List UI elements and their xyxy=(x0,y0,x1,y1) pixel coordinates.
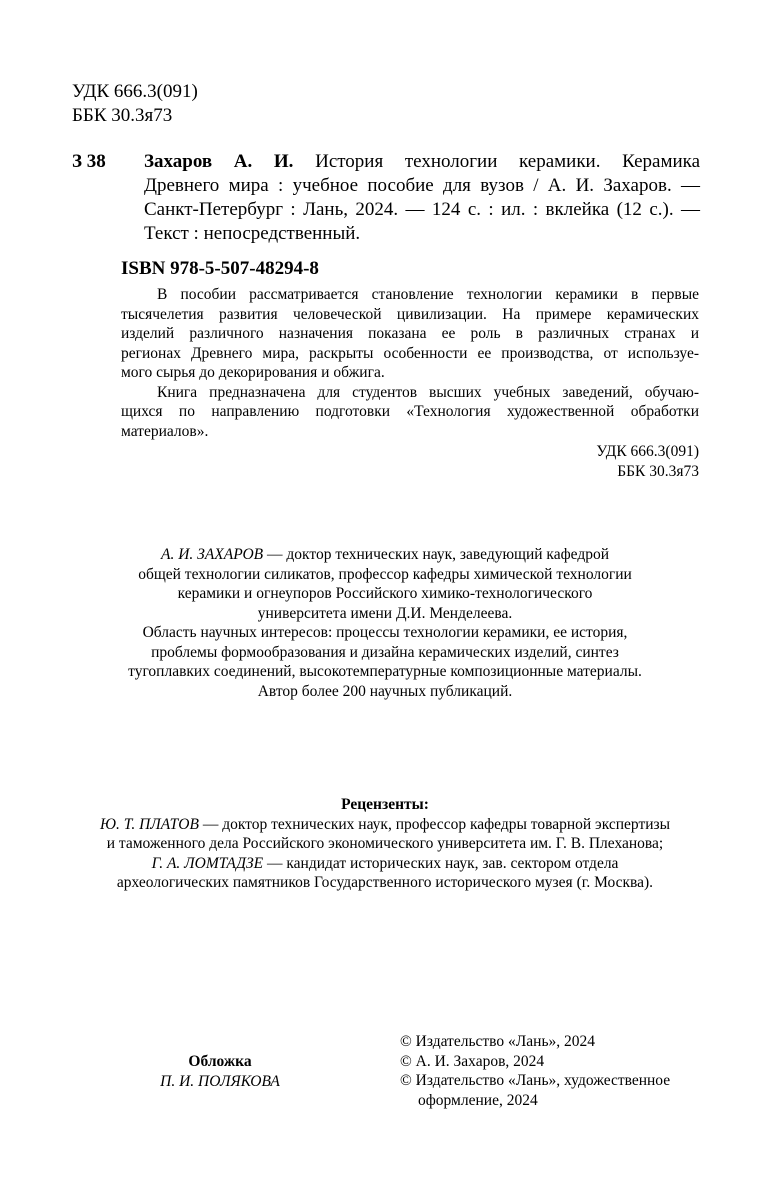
copyright-line: © Издательство «Лань», художественное xyxy=(400,1072,671,1089)
reviewer-1-desc: — доктор технических наук, профессор кафедры товарной экспертизы xyxy=(198,815,671,833)
abstract-p1-line: В пособии рассматривается становление технологии керамики в первые xyxy=(157,286,699,303)
abstract-p1-line: мого сырья до декорирования и обжига. xyxy=(121,364,385,381)
abstract-bbk: ББК 30.3я73 xyxy=(617,462,699,480)
reviewer-2-line-2: археологических памятников Государственного исторического музея (г. Москва). xyxy=(116,874,654,891)
top-classification xyxy=(72,80,198,128)
reviewers-heading: Рецензенты: xyxy=(341,796,429,813)
author-bio xyxy=(60,545,710,701)
cover-designer: П. И. ПОЛЯКОВА xyxy=(160,1072,280,1090)
abstract-p1-line: изделий различного назначения показана ее роль в различных странах и xyxy=(121,325,699,342)
entry-author: Захаров А. И. xyxy=(144,151,294,172)
bibliographic-line-2: Древнего мира : учебное пособие для вузов / А. И. Захаров. — xyxy=(144,175,700,196)
author-bio-line-1-rest: — доктор технических наук, заведующий кафедрой xyxy=(263,546,610,563)
abstract-classification xyxy=(500,442,699,481)
entry-title: История технологии керамики. Керамика xyxy=(315,151,701,172)
abstract-p2-line: щихся по направлению подготовки «Технология художественной обработки xyxy=(121,403,699,420)
abstract-p1-line: регионах Древнего мира, раскрыты особенности ее производства, от используе- xyxy=(121,344,699,362)
author-bio-line: проблемы формообразования и дизайна керамических изделий, синтез xyxy=(151,643,619,661)
author-bio-line: общей технологии силикатов, профессор кафедры химической технологии xyxy=(138,565,632,583)
bibliographic-line-1 xyxy=(144,150,700,174)
author-bio-line: керамики и огнеупоров Российского химико-технологического xyxy=(177,585,593,602)
author-bio-name: А. И. ЗАХАРОВ xyxy=(160,546,264,563)
author-sign: З 38 xyxy=(72,151,106,172)
reviewer-2-name: Г. А. ЛОМТАДЗЕ xyxy=(151,854,264,872)
reviewer-1-line-1 xyxy=(40,815,730,835)
author-bio-line: Автор более 200 научных публикаций. xyxy=(257,682,513,700)
bibliographic-line-3: Санкт-Петербург : Лань, 2024. — 124 с. : ил. : вклейка (12 с.). — xyxy=(144,199,700,220)
copyright-line: © А. И. Захаров, 2024 xyxy=(400,1052,545,1070)
udk-code: УДК 666.3(091) xyxy=(72,81,198,102)
author-bio-line: университета имени Д.И. Менделеева. xyxy=(257,604,513,622)
abstract-p2-line: Книга предназначена для студентов высших учебных заведений, обучаю- xyxy=(157,383,699,401)
author-bio-line-1 xyxy=(60,545,710,565)
copyright-line: © Издательство «Лань», 2024 xyxy=(400,1033,596,1050)
reviewer-1-name: Ю. Т. ПЛАТОВ xyxy=(99,815,199,833)
copyright-block xyxy=(400,1032,710,1110)
reviewers xyxy=(40,795,730,893)
isbn: ISBN 978-5-507-48294-8 xyxy=(121,258,319,279)
abstract xyxy=(121,285,699,441)
bbk-code: ББК 30.3я73 xyxy=(72,105,173,126)
author-bio-line: Область научных интересов: процессы технологии керамики, ее история, xyxy=(142,624,628,641)
reviewer-2-desc: — кандидат исторических наук, зав. сектором отдела xyxy=(263,854,619,872)
bibliographic-line-4: Текст : непосредственный. xyxy=(144,223,361,244)
reviewer-2-line-1 xyxy=(40,854,730,874)
abstract-udk: УДК 666.3(091) xyxy=(596,443,699,460)
cover-credit xyxy=(120,1052,320,1091)
bibliographic-continued xyxy=(144,174,700,246)
author-bio-line: тугоплавких соединений, высокотемпературные композиционные материалы. xyxy=(128,663,642,680)
abstract-p1-line: тысячелетия развития человеческой цивилизации. На примере керамических xyxy=(121,305,699,323)
reviewer-1-line-2: и таможенного дела Российского экономического университета им. Г. В. Плеханова; xyxy=(106,835,664,852)
copyright-line: оформление, 2024 xyxy=(418,1091,538,1109)
cover-heading: Обложка xyxy=(188,1053,252,1070)
abstract-p2-line: материалов». xyxy=(121,422,209,440)
